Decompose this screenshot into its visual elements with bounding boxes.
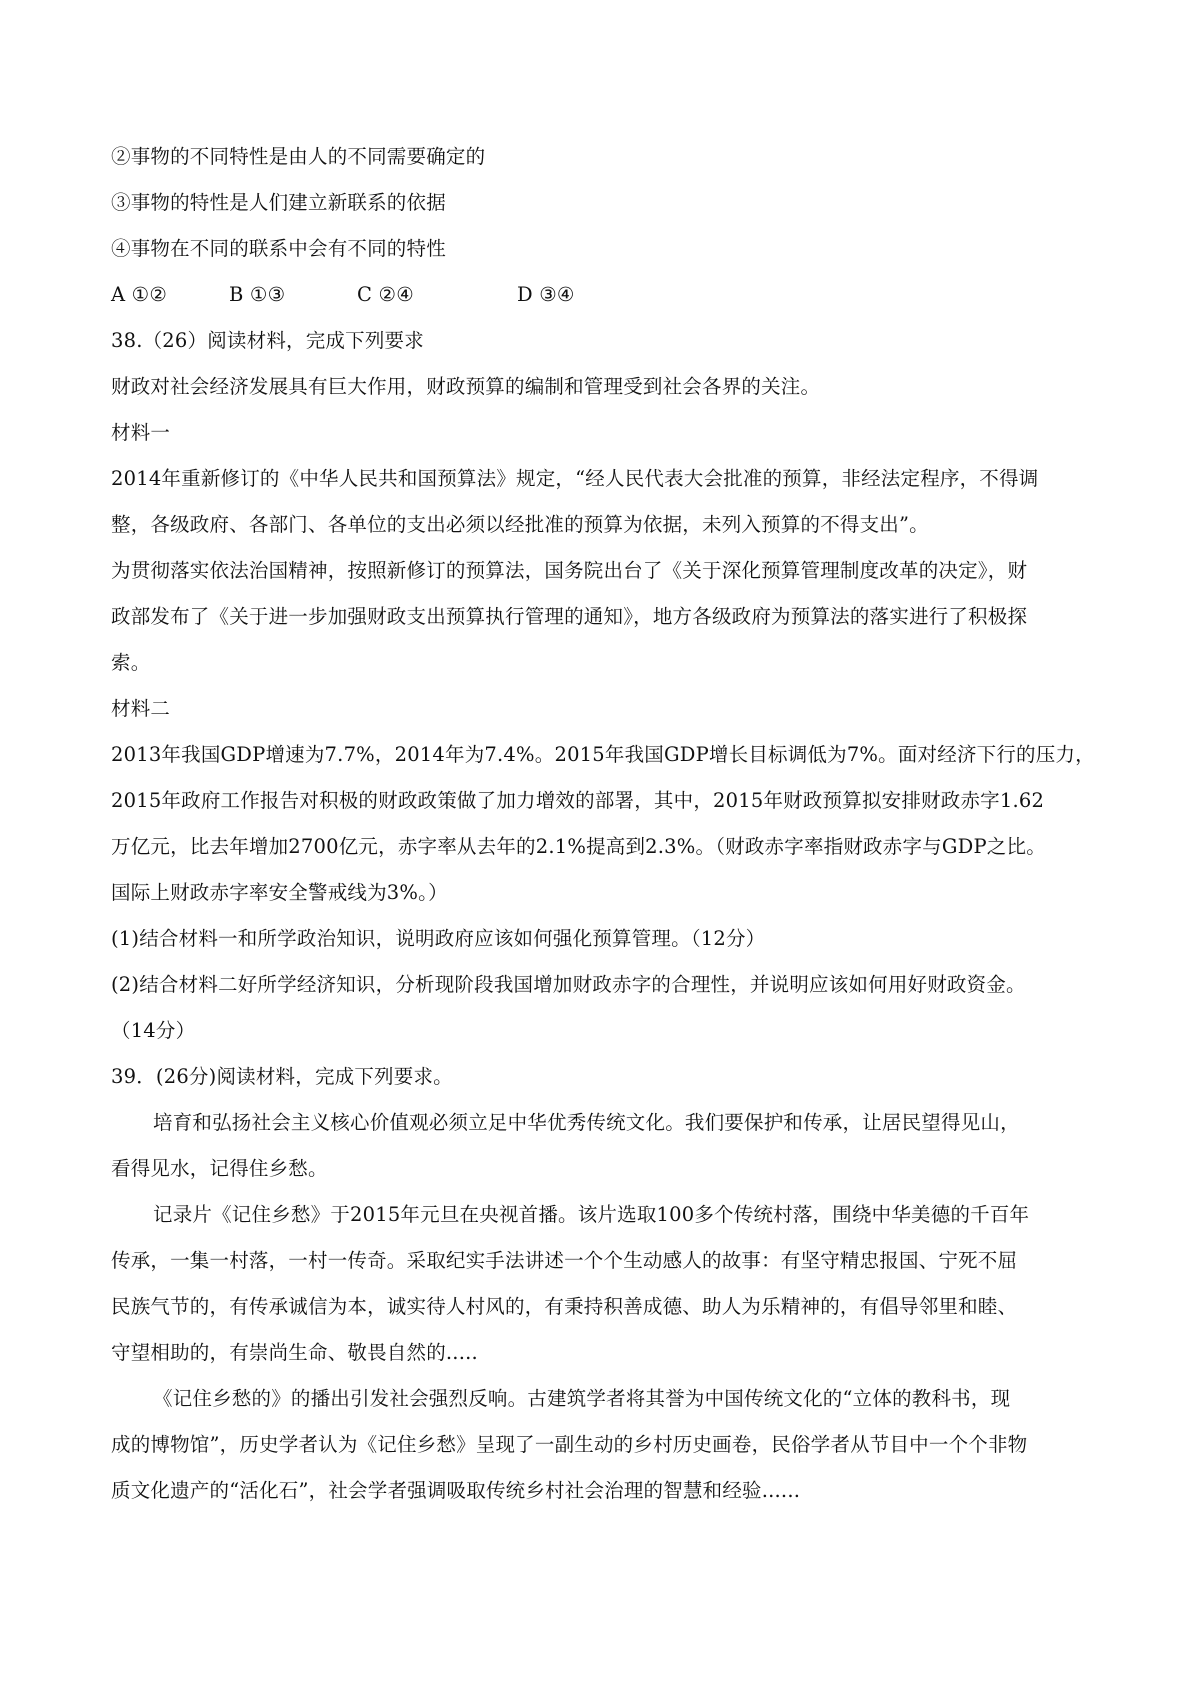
material-2-text-line: 2013年我国GDP增速为7.7%，2014年为7.4%。2015年我国GDP增长目标调低为7%。面对经济下行的压力， [111, 743, 1095, 766]
material-1-text-line: 整，各级政府、各部门、各单位的支出必须以经批准的预算为依据，未列入预算的不得支出”。 [111, 513, 929, 536]
material-2-label: 材料二 [111, 697, 171, 720]
material-1-text-line: 索。 [111, 651, 151, 674]
sub-question-1: (1)结合材料一和所学政治知识，说明政府应该如何强化预算管理。（12分） [111, 927, 766, 950]
question-39-paragraph-line: 成的博物馆”，历史学者认为《记住乡愁》呈现了一副生动的乡村历史画卷，民俗学者从节目中一个个非物 [111, 1433, 1028, 1456]
question-39-paragraph-line: 记录片《记住乡愁》于2015年元旦在央视首播。该片选取100多个传统村落，围绕中华美德的千百年 [153, 1203, 1030, 1226]
material-2-text-line: 国际上财政赤字率安全警戒线为3%。） [111, 881, 448, 904]
question-38-heading: 38.（26）阅读材料，完成下列要求 [111, 329, 424, 352]
document-body [111, 134, 1101, 1514]
answer-options [111, 272, 1101, 318]
sub-question-2-score: （14分） [111, 1019, 196, 1042]
option-b: B ①③ [229, 283, 286, 306]
question-39-paragraph-line: 看得见水，记得住乡愁。 [111, 1157, 328, 1180]
sub-question-2: (2)结合材料二好所学经济知识，分析现阶段我国增加财政赤字的合理性，并说明应该如何用好财政资金。 [111, 973, 1026, 996]
question-38-intro: 财政对社会经济发展具有巨大作用，财政预算的编制和管理受到社会各界的关注。 [111, 375, 821, 398]
material-1-text-line: 为贯彻落实依法治国精神，按照新修订的预算法，国务院出台了《关于深化预算管理制度改革的决定》，财 [111, 559, 1028, 582]
option-a: A ①② [111, 283, 168, 306]
question-39-paragraph-line: 培育和弘扬社会主义核心价值观必须立足中华优秀传统文化。我们要保护和传承，让居民望得见山， [153, 1111, 1020, 1134]
material-2-text-line: 万亿元，比去年增加2700亿元，赤字率从去年的2.1%提高到2.3%。（财政赤字率指财政赤字与GDP之比。 [111, 835, 1046, 858]
option-d: D ③④ [517, 283, 575, 306]
option-c: C ②④ [357, 283, 414, 306]
statement-4: ④事物在不同的联系中会有不同的特性 [111, 237, 446, 260]
question-39-paragraph-line: 质文化遗产的“活化石”，社会学者强调吸取传统乡村社会治理的智慧和经验...... [111, 1479, 801, 1502]
question-39-paragraph-line: 《记住乡愁的》的播出引发社会强烈反响。古建筑学者将其誉为中国传统文化的“立体的教科书，现 [153, 1387, 1011, 1410]
material-1-text-line: 政部发布了《关于进一步加强财政支出预算执行管理的通知》，地方各级政府为预算法的落实进行了积极探 [111, 605, 1028, 628]
material-1-label: 材料一 [111, 421, 171, 444]
statement-2: ②事物的不同特性是由人的不同需要确定的 [111, 145, 486, 168]
material-2-text-line: 2015年政府工作报告对积极的财政政策做了加力增效的部署，其中，2015年财政预算拟安排财政赤字1.62 [111, 789, 1045, 812]
material-1-text-line: 2014年重新修订的《中华人民共和国预算法》规定，“经人民代表大会批准的预算，非经法定程序，不得调 [111, 467, 1039, 490]
statement-3: ③事物的特性是人们建立新联系的依据 [111, 191, 446, 214]
question-39-paragraph-line: 传承，一集一村落，一村一传奇。采取纪实手法讲述一个个生动感人的故事：有坚守精忠报国、宁死不屈 [111, 1249, 1018, 1272]
question-39-heading: 39．(26分)阅读材料，完成下列要求。 [111, 1065, 453, 1088]
question-39-paragraph-line: 守望相助的，有崇尚生命、敬畏自然的..... [111, 1341, 478, 1364]
question-39-paragraph-line: 民族气节的，有传承诚信为本，诚实待人村风的，有秉持积善成德、助人为乐精神的，有倡导邻里和睦、 [111, 1295, 1018, 1318]
